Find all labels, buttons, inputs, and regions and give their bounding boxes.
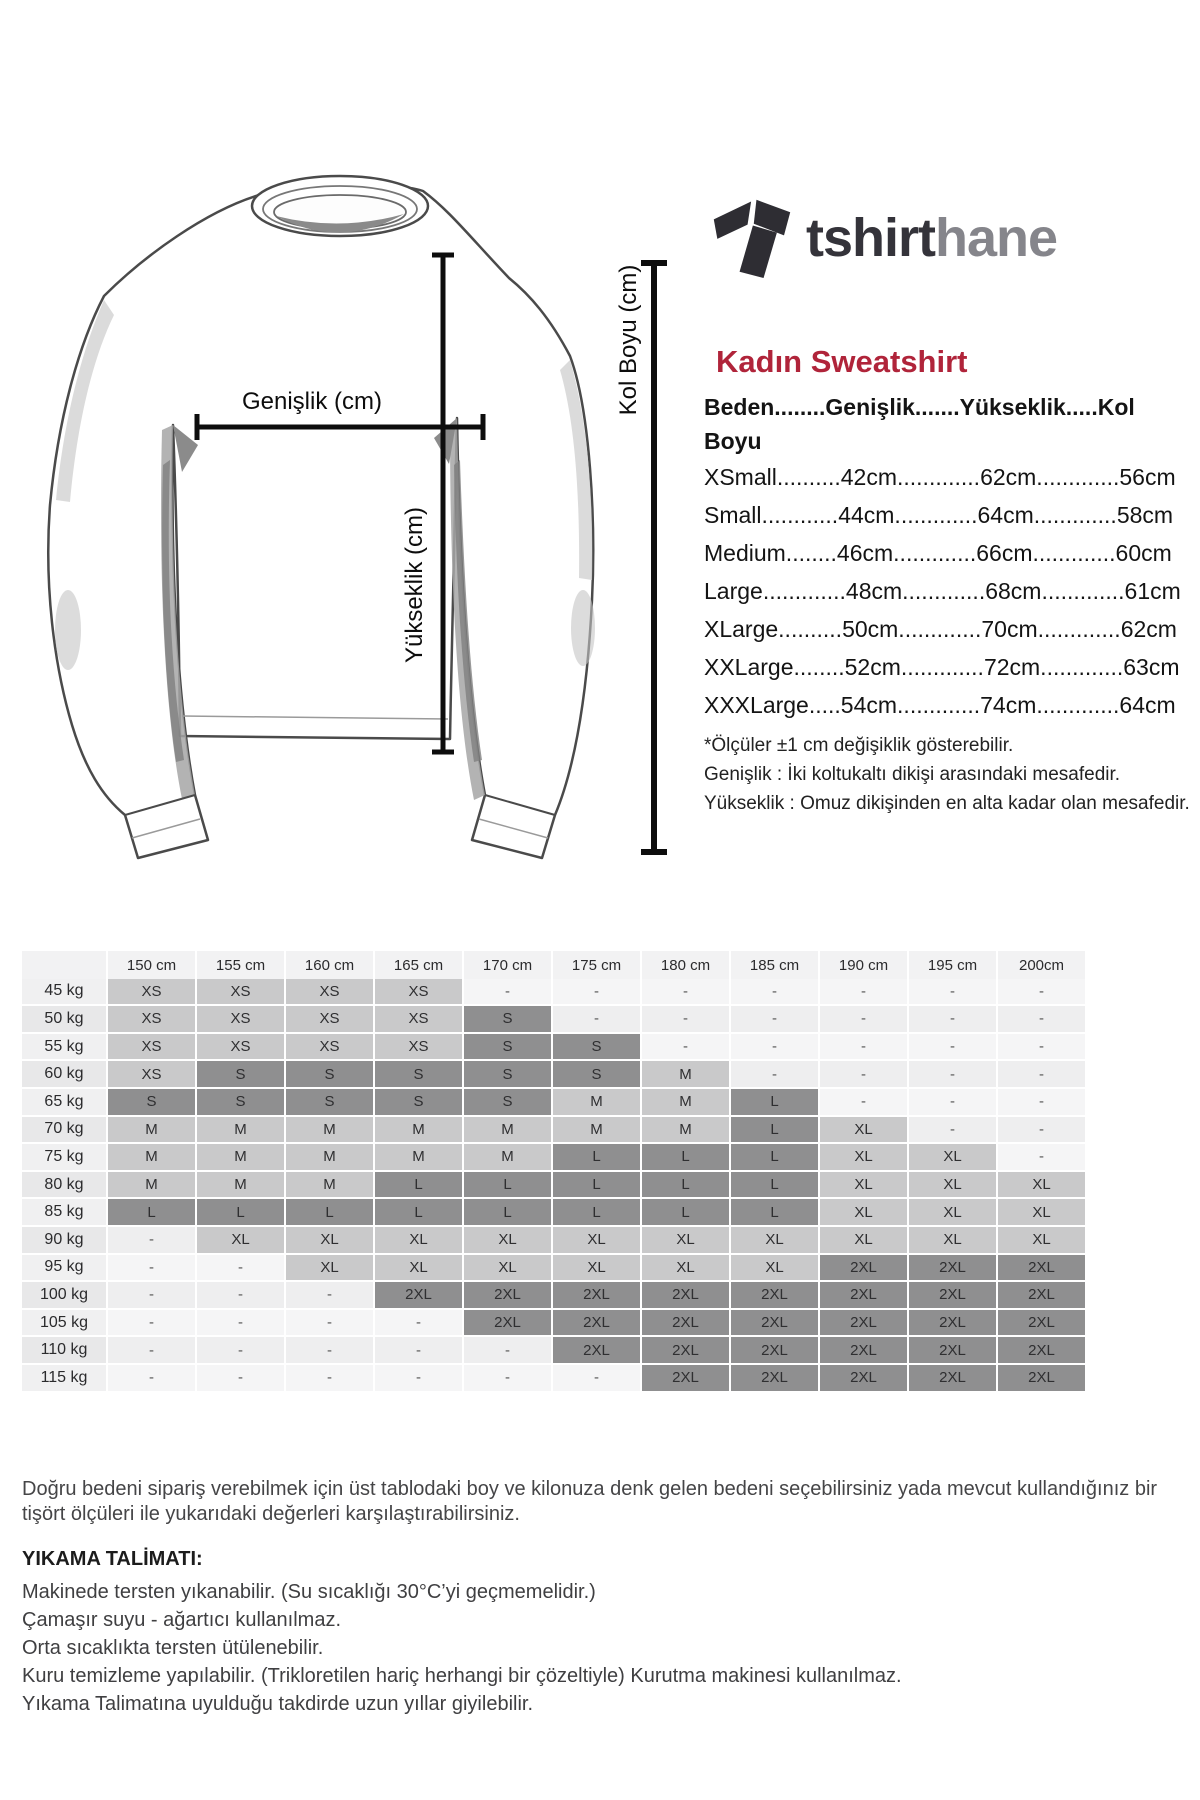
matrix-cell: 2XL: [642, 1310, 729, 1336]
matrix-cell: XL: [553, 1227, 640, 1253]
wash-instruction: Çamaşır suyu - ağartıcı kullanılmaz.: [22, 1609, 341, 1631]
matrix-cell: -: [286, 1365, 373, 1391]
size-note: *Ölçüler ±1 cm değişiklik gösterebilir.: [704, 735, 1014, 756]
matrix-cell: 2XL: [909, 1255, 996, 1281]
width-label: Genişlik (cm): [241, 388, 383, 415]
matrix-cell: M: [108, 1172, 195, 1198]
size-note: Genişlik : İki koltukaltı dikişi arasındaki mesafedir.: [704, 764, 1121, 785]
matrix-cell: XL: [464, 1227, 551, 1253]
matrix-cell: 2XL: [909, 1337, 996, 1363]
matrix-cell: -: [909, 1006, 996, 1032]
matrix-cell: XL: [909, 1144, 996, 1170]
size-list-row: Large.............48cm.............68cm.............61cm: [704, 578, 1181, 604]
sleeve-label: Kol Boyu (cm): [615, 264, 642, 416]
brand-logo: [712, 196, 1057, 280]
matrix-cell: XS: [375, 979, 462, 1005]
matrix-cell: -: [197, 1310, 284, 1336]
matrix-cell: L: [731, 1089, 818, 1115]
matrix-cell: XL: [820, 1172, 907, 1198]
size-list-row: Medium........46cm.............66cm.............60cm: [704, 540, 1172, 566]
matrix-col-header: 200cm: [998, 951, 1085, 979]
matrix-cell: -: [553, 1006, 640, 1032]
matrix-cell: XL: [909, 1227, 996, 1253]
matrix-cell: L: [642, 1199, 729, 1225]
matrix-cell: 2XL: [731, 1310, 818, 1336]
matrix-cell: 2XL: [375, 1282, 462, 1308]
matrix-cell: S: [108, 1089, 195, 1115]
product-title: Kadın Sweatshirt: [716, 344, 968, 379]
matrix-cell: S: [553, 1034, 640, 1060]
matrix-col-header: 185 cm: [731, 951, 818, 979]
matrix-cell: M: [197, 1144, 284, 1170]
matrix-cell: -: [464, 1365, 551, 1391]
size-notes: [704, 731, 1190, 818]
matrix-cell: -: [553, 979, 640, 1005]
matrix-cell: M: [108, 1117, 195, 1143]
matrix-cell: 2XL: [731, 1337, 818, 1363]
matrix-cell: 2XL: [998, 1337, 1085, 1363]
matrix-cell: -: [108, 1337, 195, 1363]
matrix-cell: XS: [375, 1034, 462, 1060]
matrix-cell: -: [909, 1089, 996, 1115]
size-list-header: Beden........Genişlik.......Yükseklik.....Kol Boyu: [704, 394, 1135, 454]
matrix-col-header: 180 cm: [642, 951, 729, 979]
matrix-cell: XL: [731, 1255, 818, 1281]
matrix-cell: S: [464, 1061, 551, 1087]
matrix-cell: XS: [197, 979, 284, 1005]
brand-text-dark: tshirt: [806, 208, 935, 268]
matrix-cell: XL: [998, 1227, 1085, 1253]
matrix-cell: XL: [464, 1255, 551, 1281]
matrix-cell: XL: [197, 1227, 284, 1253]
matrix-cell: -: [197, 1282, 284, 1308]
matrix-col-header: 195 cm: [909, 951, 996, 979]
matrix-cell: XL: [820, 1117, 907, 1143]
matrix-cell: 2XL: [998, 1282, 1085, 1308]
matrix-cell: 2XL: [998, 1255, 1085, 1281]
matrix-cell: XS: [108, 979, 195, 1005]
matrix-cell: S: [375, 1089, 462, 1115]
matrix-cell: XS: [286, 1034, 373, 1060]
matrix-cell: -: [998, 1144, 1085, 1170]
tshirthane-logo-icon: [712, 198, 792, 278]
size-list-row: XXXLarge.....54cm.............74cm.............64cm: [704, 692, 1176, 718]
matrix-col-header: 190 cm: [820, 951, 907, 979]
matrix-corner-cell: [22, 951, 106, 979]
matrix-cell: M: [642, 1089, 729, 1115]
matrix-cell: L: [731, 1144, 818, 1170]
matrix-cell: L: [286, 1199, 373, 1225]
matrix-row-label: 115 kg: [22, 1365, 106, 1391]
matrix-cell: L: [731, 1117, 818, 1143]
matrix-cell: -: [820, 1006, 907, 1032]
size-list-row: XXLarge........52cm.............72cm.............63cm: [704, 654, 1180, 680]
wash-instructions-list: [22, 1578, 902, 1718]
matrix-cell: L: [375, 1172, 462, 1198]
matrix-cell: M: [375, 1117, 462, 1143]
matrix-cell: 2XL: [820, 1282, 907, 1308]
matrix-row-label: 65 kg: [22, 1089, 106, 1115]
matrix-cell: XS: [286, 979, 373, 1005]
matrix-cell: L: [731, 1172, 818, 1198]
matrix-cell: -: [108, 1255, 195, 1281]
matrix-cell: -: [909, 1117, 996, 1143]
matrix-cell: -: [731, 1061, 818, 1087]
matrix-cell: 2XL: [998, 1365, 1085, 1391]
matrix-row-label: 75 kg: [22, 1144, 106, 1170]
matrix-row-label: 95 kg: [22, 1255, 106, 1281]
matrix-cell: 2XL: [909, 1282, 996, 1308]
matrix-cell: -: [464, 1337, 551, 1363]
matrix-cell: 2XL: [642, 1365, 729, 1391]
matrix-cell: M: [286, 1172, 373, 1198]
matrix-cell: -: [998, 1061, 1085, 1087]
matrix-cell: S: [286, 1061, 373, 1087]
matrix-cell: -: [820, 1034, 907, 1060]
matrix-cell: -: [731, 979, 818, 1005]
matrix-cell: 2XL: [464, 1310, 551, 1336]
right-elbow-wrinkle: [571, 590, 595, 666]
matrix-cell: M: [553, 1117, 640, 1143]
matrix-cell: M: [286, 1117, 373, 1143]
matrix-row-label: 60 kg: [22, 1061, 106, 1087]
size-list-row: XSmall..........42cm.............62cm.............56cm: [704, 464, 1176, 490]
matrix-cell: M: [197, 1172, 284, 1198]
matrix-cell: -: [731, 1006, 818, 1032]
matrix-cell: S: [553, 1061, 640, 1087]
matrix-cell: S: [375, 1061, 462, 1087]
matrix-cell: L: [642, 1172, 729, 1198]
matrix-cell: S: [286, 1089, 373, 1115]
matrix-cell: -: [553, 1365, 640, 1391]
matrix-cell: -: [108, 1365, 195, 1391]
matrix-cell: -: [820, 1089, 907, 1115]
brand-text-light: hane: [935, 208, 1058, 268]
matrix-cell: -: [375, 1310, 462, 1336]
matrix-cell: -: [998, 1117, 1085, 1143]
matrix-col-header: 175 cm: [553, 951, 640, 979]
size-list: [704, 390, 1181, 724]
matrix-cell: L: [642, 1144, 729, 1170]
matrix-cell: 2XL: [820, 1255, 907, 1281]
matrix-cell: L: [197, 1199, 284, 1225]
matrix-cell: S: [464, 1089, 551, 1115]
matrix-cell: 2XL: [464, 1282, 551, 1308]
matrix-cell: M: [375, 1144, 462, 1170]
matrix-row-label: 105 kg: [22, 1310, 106, 1336]
size-matrix-table: [22, 951, 1085, 1391]
matrix-cell: L: [553, 1144, 640, 1170]
matrix-cell: XL: [820, 1227, 907, 1253]
matrix-cell: -: [642, 1006, 729, 1032]
matrix-cell: 2XL: [553, 1282, 640, 1308]
matrix-cell: S: [197, 1089, 284, 1115]
size-note: Yükseklik : Omuz dikişinden en alta kadar olan mesafedir.: [704, 793, 1190, 814]
matrix-cell: -: [464, 979, 551, 1005]
matrix-cell: L: [553, 1199, 640, 1225]
size-list-row: XLarge..........50cm.............70cm.............62cm: [704, 616, 1177, 642]
matrix-cell: S: [464, 1006, 551, 1032]
wash-instruction: Orta sıcaklıkta tersten ütülenebilir.: [22, 1637, 324, 1659]
matrix-cell: 2XL: [998, 1310, 1085, 1336]
matrix-cell: 2XL: [642, 1282, 729, 1308]
matrix-cell: S: [464, 1034, 551, 1060]
matrix-cell: 2XL: [909, 1310, 996, 1336]
matrix-cell: XS: [108, 1006, 195, 1032]
matrix-cell: XS: [375, 1006, 462, 1032]
matrix-row-label: 90 kg: [22, 1227, 106, 1253]
matrix-cell: 2XL: [642, 1337, 729, 1363]
matrix-cell: -: [909, 979, 996, 1005]
matrix-cell: 2XL: [731, 1365, 818, 1391]
brand-wordmark: [806, 196, 1057, 280]
matrix-cell: M: [642, 1117, 729, 1143]
matrix-col-header: 155 cm: [197, 951, 284, 979]
matrix-row-label: 80 kg: [22, 1172, 106, 1198]
matrix-col-header: 160 cm: [286, 951, 373, 979]
matrix-cell: -: [820, 1061, 907, 1087]
matrix-cell: M: [553, 1089, 640, 1115]
matrix-cell: 2XL: [820, 1310, 907, 1336]
matrix-cell: XS: [286, 1006, 373, 1032]
matrix-cell: -: [998, 1006, 1085, 1032]
wash-instruction: Yıkama Talimatına uyulduğu takdirde uzun yıllar giyilebilir.: [22, 1693, 534, 1715]
matrix-cell: L: [464, 1199, 551, 1225]
matrix-cell: XL: [375, 1227, 462, 1253]
matrix-cell: XL: [731, 1227, 818, 1253]
size-help-paragraph: Doğru bedeni sipariş verebilmek için üst tablodaki boy ve kilonuza denk gelen bedeni seçebilirsiniz yada mevcut kullandığınız bir tişört ölçüleri ile yukarıdaki değerleri karşılaştırabilirsiniz.: [22, 1478, 1158, 1525]
matrix-cell: -: [375, 1365, 462, 1391]
matrix-cell: 2XL: [553, 1337, 640, 1363]
matrix-cell: M: [464, 1144, 551, 1170]
matrix-col-header: 170 cm: [464, 951, 551, 979]
matrix-cell: XL: [998, 1199, 1085, 1225]
matrix-cell: 2XL: [820, 1337, 907, 1363]
wash-instruction: Kuru temizleme yapılabilir. (Trikloretilen hariç herhangi bir çözeltiyle) Kurutma makinesi kullanılmaz.: [22, 1665, 902, 1687]
matrix-cell: XL: [820, 1199, 907, 1225]
matrix-cell: -: [820, 979, 907, 1005]
matrix-cell: -: [998, 1089, 1085, 1115]
matrix-cell: XS: [108, 1061, 195, 1087]
matrix-row-label: 110 kg: [22, 1337, 106, 1363]
matrix-cell: M: [642, 1061, 729, 1087]
matrix-row-label: 45 kg: [22, 979, 106, 1005]
matrix-cell: XL: [375, 1255, 462, 1281]
matrix-cell: XL: [998, 1172, 1085, 1198]
sweatshirt-illustration: [30, 160, 680, 880]
matrix-cell: -: [286, 1310, 373, 1336]
size-list-rows: [704, 458, 1181, 724]
matrix-cell: -: [642, 1034, 729, 1060]
matrix-cell: M: [108, 1144, 195, 1170]
matrix-cell: XS: [197, 1006, 284, 1032]
matrix-cell: -: [731, 1034, 818, 1060]
matrix-cell: L: [375, 1199, 462, 1225]
matrix-cell: -: [197, 1255, 284, 1281]
matrix-row-label: 85 kg: [22, 1199, 106, 1225]
wash-instructions-title: YIKAMA TALİMATI:: [22, 1548, 203, 1570]
matrix-cell: S: [197, 1061, 284, 1087]
matrix-cell: -: [286, 1282, 373, 1308]
matrix-cell: -: [108, 1227, 195, 1253]
matrix-cell: -: [108, 1310, 195, 1336]
matrix-cell: -: [197, 1365, 284, 1391]
matrix-cell: -: [286, 1337, 373, 1363]
matrix-cell: L: [553, 1172, 640, 1198]
matrix-cell: XL: [820, 1144, 907, 1170]
matrix-cell: XL: [553, 1255, 640, 1281]
left-elbow-wrinkle: [55, 590, 81, 670]
matrix-col-header: 165 cm: [375, 951, 462, 979]
matrix-cell: -: [197, 1337, 284, 1363]
matrix-cell: 2XL: [731, 1282, 818, 1308]
matrix-cell: 2XL: [909, 1365, 996, 1391]
matrix-col-header: 150 cm: [108, 951, 195, 979]
matrix-cell: M: [464, 1117, 551, 1143]
matrix-cell: XL: [286, 1227, 373, 1253]
matrix-cell: XL: [642, 1255, 729, 1281]
matrix-cell: L: [464, 1172, 551, 1198]
size-list-row: Small............44cm.............64cm.............58cm: [704, 502, 1174, 528]
matrix-cell: XL: [909, 1199, 996, 1225]
sweatshirt-body-outline: [48, 185, 593, 858]
matrix-cell: XS: [197, 1034, 284, 1060]
matrix-row-label: 100 kg: [22, 1282, 106, 1308]
matrix-cell: XL: [286, 1255, 373, 1281]
matrix-cell: XL: [909, 1172, 996, 1198]
matrix-row-label: 70 kg: [22, 1117, 106, 1143]
matrix-cell: -: [909, 1061, 996, 1087]
matrix-cell: -: [375, 1337, 462, 1363]
matrix-cell: L: [731, 1199, 818, 1225]
matrix-cell: M: [286, 1144, 373, 1170]
matrix-cell: L: [108, 1199, 195, 1225]
height-label: Yükseklik (cm): [401, 506, 428, 664]
matrix-cell: M: [197, 1117, 284, 1143]
matrix-cell: 2XL: [820, 1365, 907, 1391]
matrix-cell: 2XL: [553, 1310, 640, 1336]
matrix-cell: -: [642, 979, 729, 1005]
matrix-cell: -: [108, 1282, 195, 1308]
matrix-row-label: 50 kg: [22, 1006, 106, 1032]
wash-instruction: Makinede tersten yıkanabilir. (Su sıcaklığı 30°C’yi geçmemelidir.): [22, 1581, 596, 1603]
matrix-cell: XL: [642, 1227, 729, 1253]
matrix-cell: -: [998, 1034, 1085, 1060]
matrix-cell: -: [909, 1034, 996, 1060]
matrix-cell: -: [998, 979, 1085, 1005]
matrix-cell: XS: [108, 1034, 195, 1060]
matrix-row-label: 55 kg: [22, 1034, 106, 1060]
